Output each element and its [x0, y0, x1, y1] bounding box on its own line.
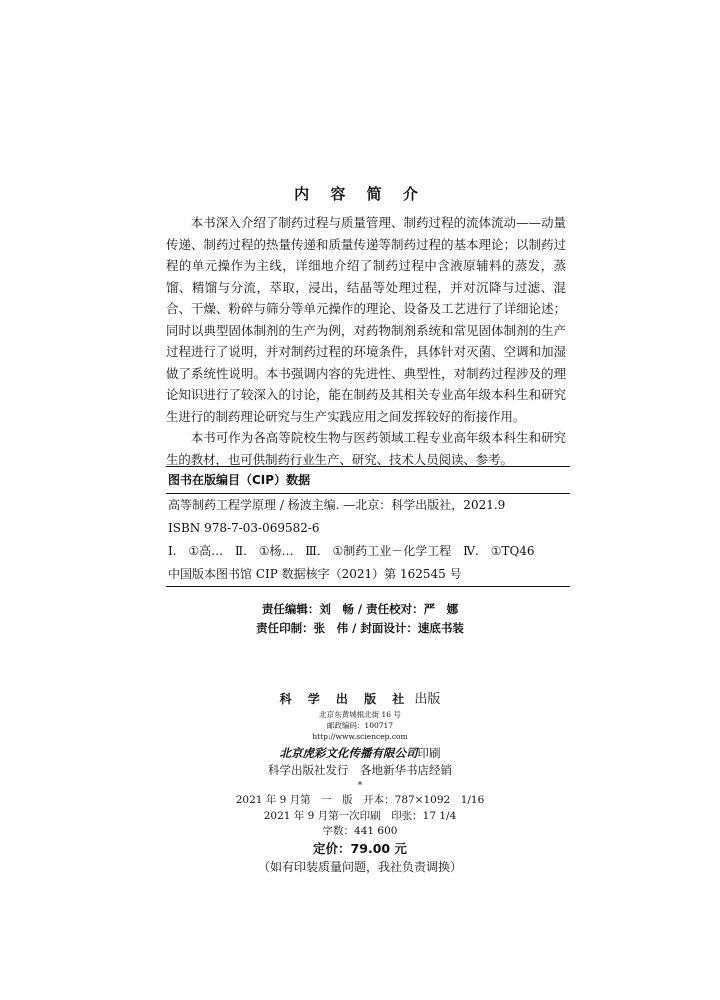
editor-line-1: 责任编辑：刘 畅 / 责任校对：严 娜 — [261, 602, 459, 616]
cip-verification-number: 中国版本图书馆 CIP 数据核字（2021）第 162545 号 — [168, 567, 462, 581]
page-title: 内 容 简 介 — [294, 185, 426, 203]
cip-data-block — [166, 466, 570, 587]
publisher-name: 科 学 出 版 社 — [279, 692, 411, 706]
printer-suffix: 印刷 — [417, 746, 441, 760]
book-summary — [166, 212, 566, 470]
summary-paragraph-1: 本书深入介绍了制药过程与质量管理、制药过程的流体流动——动量传递、制药过程的热量传递和质量传递等制药过程的基本理论；以制药过程的单元操作为主线，详细地介绍了制药过程中含液原辅料的蒸发，蒸馏、精馏与分流，萃取，浸出，结晶等处理过程，并对沉降与过滤、混合、干燥、粉碎与筛分等单元操作的理论、设备及工艺进行了详细论述；同时以典型固体制剂的生产为例，对药物制剂系统和常见固体制剂的生产过程进行了说明，并对制药过程的环境条件，具体针对灭菌、空调和加湿做了系统性说明。本书强调内容的先进性、典型性，对制药过程涉及的理论知识进行了较深入的讨论，能在制药及其相关专业高年级本科生和研究生进行的制药理论研究与生产实践应用之间发挥较好的衔接作用。 — [166, 215, 566, 424]
word-count: 字数：441 600 — [322, 825, 398, 837]
separator-star: * — [357, 781, 363, 791]
isbn: ISBN 978-7-03-069582-6 — [168, 521, 320, 535]
cip-heading: 图书在版编目（CIP）数据 — [166, 467, 570, 494]
printer-line — [0, 745, 720, 762]
responsible-editors — [0, 600, 720, 638]
cip-classification: Ⅰ. ①高… Ⅱ. ①杨… Ⅲ. ①制药工业－化学工程 Ⅳ. ①TQ46 — [168, 544, 535, 558]
publisher-suffix: 出版 — [414, 692, 441, 707]
edition-line: 2021 年 9 月第 一 版 开本：787×1092 1/16 — [235, 794, 485, 806]
price: 定价：79.00 元 — [313, 840, 407, 856]
publisher-address: 北京东黄城根北街 16 号 — [319, 710, 401, 719]
printer-name: 北京虎彩文化传播有限公司 — [279, 746, 418, 760]
publisher-line — [0, 690, 720, 709]
quality-note: （如有印装质量问题，我社负责调换） — [257, 859, 462, 874]
distribution-line: 科学出版社发行 各地新华书店经销 — [268, 763, 452, 777]
printing-line: 2021 年 9 月第一次印刷 印张：17 1/4 — [263, 809, 457, 822]
cip-record: 高等制药工程学原理 / 杨波主编. —北京：科学出版社，2021.9 — [168, 498, 506, 512]
editor-line-2: 责任印制：张 伟 / 封面设计：速底书装 — [256, 621, 464, 635]
summary-paragraph-2: 本书可作为各高等院校生物与医药领域工程专业高年级本科生和研究生的教材，也可供制药行业生产、研究、技术人员阅读、参考。 — [166, 430, 566, 467]
publisher-postcode: 邮政编码：100717 — [326, 721, 394, 730]
publisher-website: http://www.sciencep.com — [312, 732, 408, 741]
publication-imprint — [0, 690, 720, 876]
